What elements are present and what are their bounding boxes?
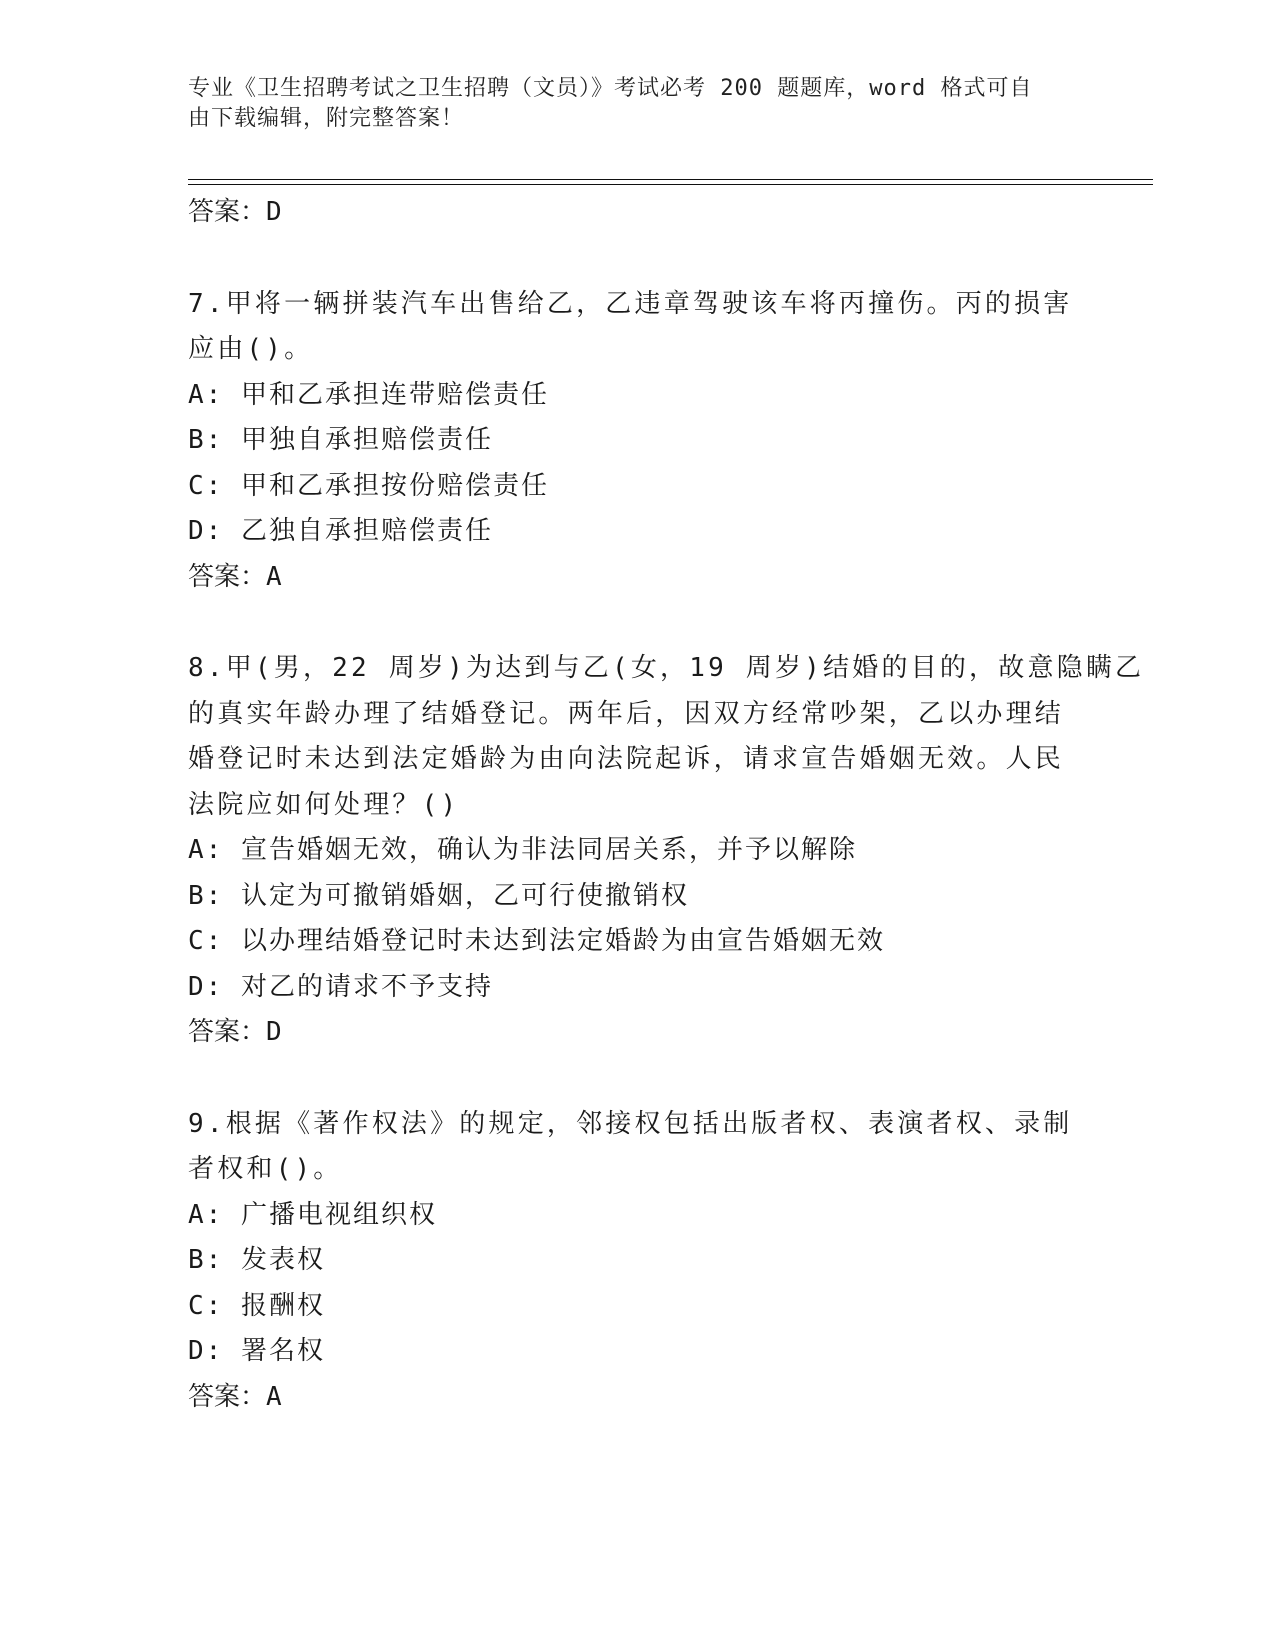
option-d: D: 署名权 bbox=[188, 1336, 325, 1366]
question-stem: 9.根据《著作权法》的规定，邻接权包括出版者权、表演者权、录制 bbox=[188, 1108, 1073, 1139]
option-a: A: 广播电视组织权 bbox=[188, 1199, 437, 1230]
document-header bbox=[188, 74, 1088, 134]
option-b: B: 认定为可撤销婚姻，乙可行使撤销权 bbox=[188, 880, 689, 911]
answer-line: 答案：D bbox=[188, 1017, 282, 1047]
answer-line: 答案：A bbox=[188, 1381, 282, 1412]
question-stem: 的真实年龄办理了结婚登记。两年后，因双方经常吵架，乙以办理结 bbox=[188, 698, 1065, 729]
option-d: D: 对乙的请求不予支持 bbox=[188, 971, 493, 1002]
question-8 bbox=[188, 646, 1145, 1056]
option-c: C: 以办理结婚登记时未达到法定婚龄为由宣告婚姻无效 bbox=[188, 926, 885, 956]
header-divider bbox=[188, 179, 1153, 180]
option-d: D: 乙独自承担赔偿责任 bbox=[188, 516, 493, 546]
question-stem: 应由()。 bbox=[188, 334, 314, 364]
option-a: A: 甲和乙承担连带赔偿责任 bbox=[188, 379, 549, 410]
question-9 bbox=[188, 1102, 1088, 1421]
question-stem: 婚登记时未达到法定婚龄为由向法院起诉，请求宣告婚姻无效。人民 bbox=[188, 744, 1065, 774]
question-stem: 者权和()。 bbox=[188, 1154, 343, 1184]
header-line: 专业《卫生招聘考试之卫生招聘（文员）》考试必考 200 题题库，word 格式可自 bbox=[188, 76, 1033, 101]
option-c: C: 甲和乙承担按份赔偿责任 bbox=[188, 470, 549, 501]
answer-line: 答案：A bbox=[188, 561, 282, 592]
option-b: B: 甲独自承担赔偿责任 bbox=[188, 425, 493, 455]
question-stem: 8.甲(男，22 周岁)为达到与乙(女，19 周岁)结婚的目的，故意隐瞒乙 bbox=[188, 653, 1145, 683]
question-7 bbox=[188, 282, 1088, 601]
question-stem: 法院应如何处理？() bbox=[188, 789, 460, 820]
question-list bbox=[188, 190, 1145, 1420]
header-line: 由下载编辑，附完整答案！ bbox=[188, 106, 465, 131]
question-stem: 7.甲将一辆拼装汽车出售给乙，乙违章驾驶该车将丙撞伤。丙的损害 bbox=[188, 288, 1073, 319]
answer-line: 答案：D bbox=[188, 197, 282, 227]
option-a: A: 宣告婚姻无效，确认为非法同居关系，并予以解除 bbox=[188, 835, 857, 865]
header-divider bbox=[188, 184, 1153, 185]
option-b: B: 发表权 bbox=[188, 1245, 325, 1275]
option-c: C: 报酬权 bbox=[188, 1290, 325, 1321]
